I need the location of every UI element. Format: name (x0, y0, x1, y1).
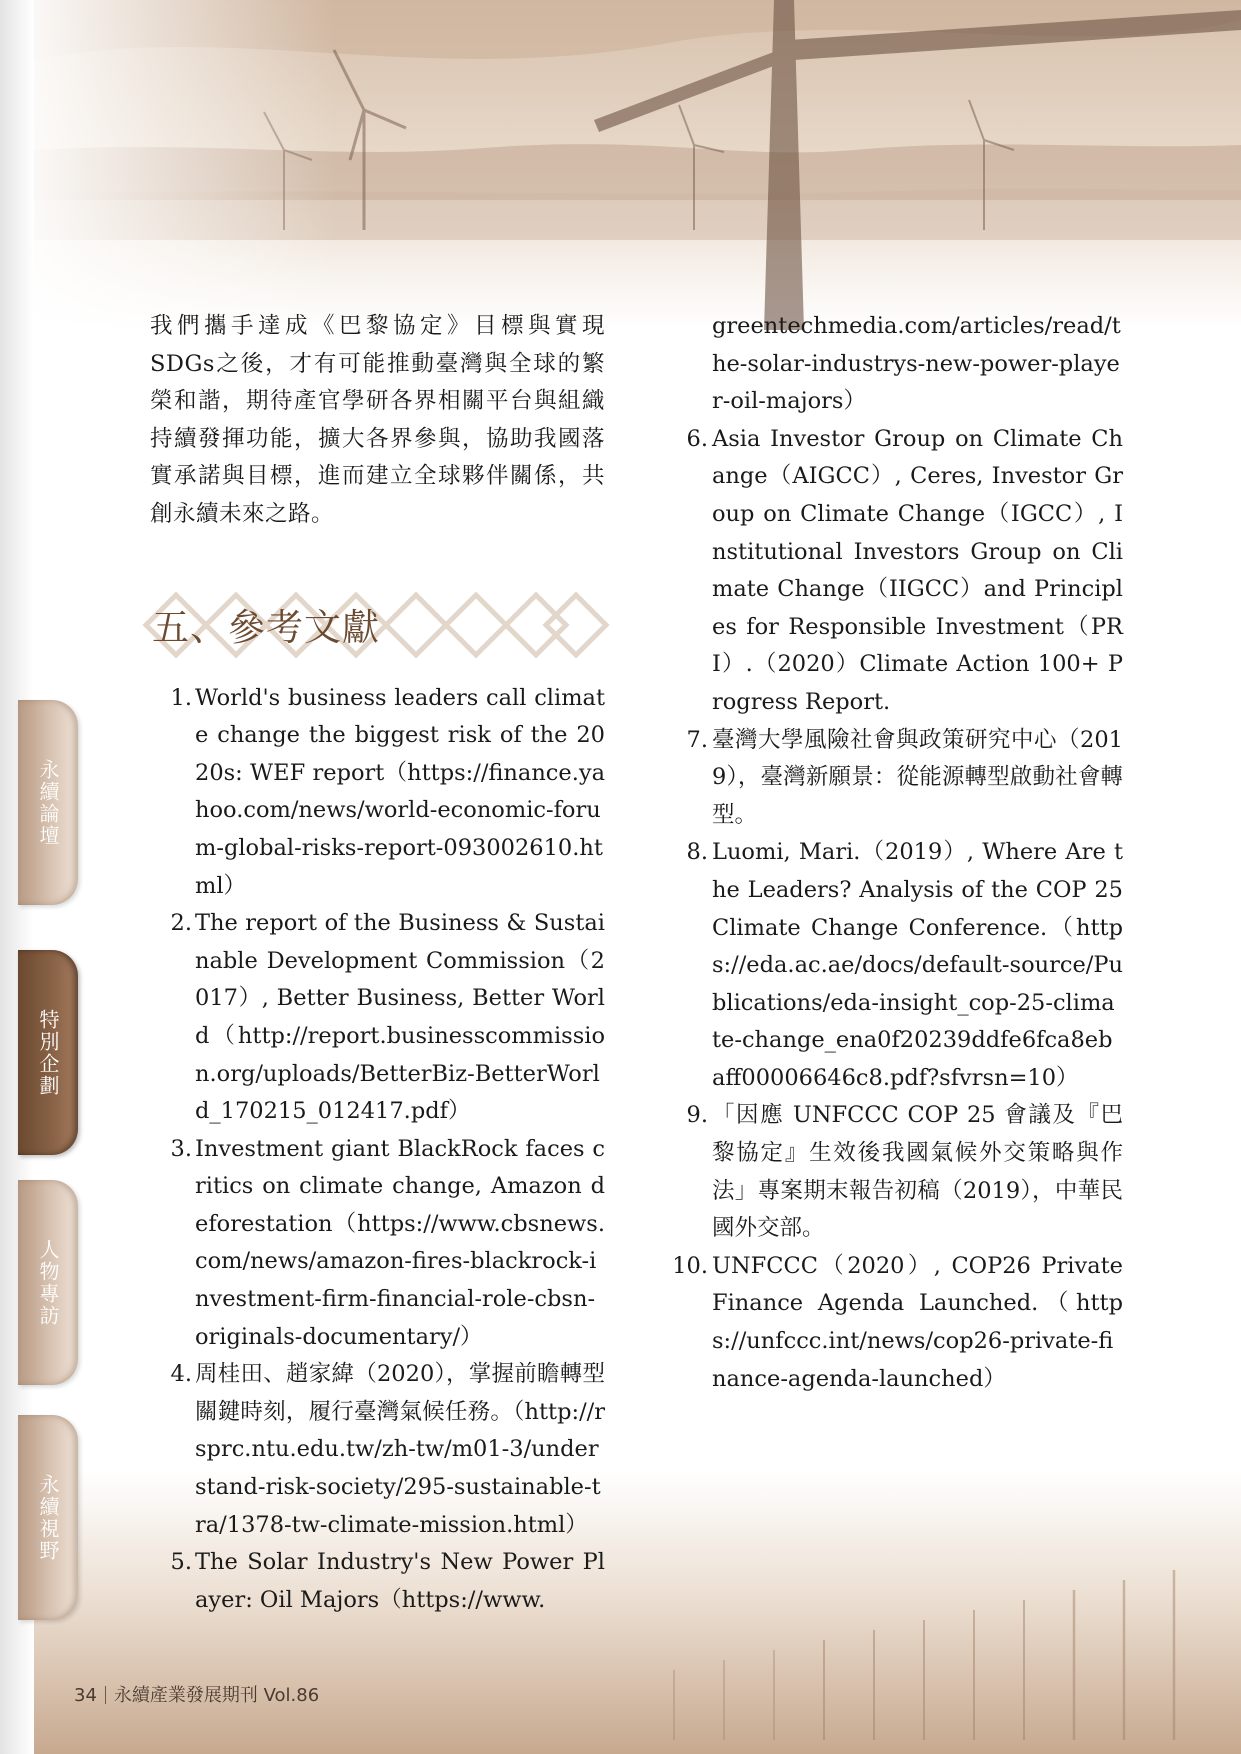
reference-number: 2. (170, 910, 192, 937)
tab-special-feature[interactable]: 特別企劃 (18, 950, 78, 1155)
reference-number: 9. (686, 1102, 708, 1129)
reference-text: Investment giant BlackRock faces critics on climate change, Amazon deforestation（https://www.cbsnews.com/news/amazon-fires-blackrock-investment-firm-financial-role-cbsn-originals-documentary/） (195, 1135, 605, 1350)
reference-number: 3. (170, 1135, 192, 1162)
intro-paragraph: 我們攜手達成《巴黎協定》目標與實現SDGs之後，才有可能推動臺灣與全球的繁榮和諧，期待產官學研各界相關平台與組織持續發揮功能，擴大各界參與，協助我國落實承諾與目標，進而建立全球夥伴關係，共創永續未來之路。 (150, 313, 605, 527)
page-number: 34 (74, 1685, 97, 1706)
tab-sustainability-forum[interactable]: 永續論壇 (18, 700, 78, 905)
reference-continuation (677, 308, 1123, 421)
section-title: 五、參考文獻 (152, 605, 380, 649)
reference-text: 臺灣大學風險社會與政策研究中心（2019），臺灣新願景：從能源轉型啟動社會轉型。 (712, 726, 1123, 828)
reference-list-right (672, 308, 1123, 1398)
journal-title: 永續產業發展期刊 Vol.86 (113, 1685, 320, 1706)
reference-item (150, 905, 605, 1131)
reference-item (677, 834, 1123, 1097)
reference-text: World's business leaders call climate change the biggest risk of the 2020s: WEF report（https://finance.yahoo.com/news/world-economic-forum-global-risks-report-093002610.html） (195, 684, 605, 899)
wind-turbine-banner (34, 0, 1241, 330)
tab-sustainability-vision[interactable]: 永續視野 (18, 1415, 78, 1620)
reference-text: 「因應 UNFCCC COP 25 會議及『巴黎協定』生效後我國氣候外交策略與作法」專案期末報告初稿（2019），中華民國外交部。 (712, 1102, 1123, 1242)
reference-text: Asia Investor Group on Climate Change（AIGCC）, Ceres, Investor Group on Climate Change（IGCC）, Institutional Investors Group on Climate Change（IIGCC）and Principles for Responsible Investment（PRI）.（2020）Climate Action 100+ Progress Report. (712, 425, 1123, 715)
reference-number: 8. (686, 839, 708, 866)
reference-item (677, 722, 1123, 835)
reference-text: UNFCCC（2020）, COP26 Private Finance Agenda Launched.（https://unfccc.int/news/cop26-private-finance-agenda-launched） (712, 1252, 1123, 1392)
reference-item (672, 1248, 1123, 1398)
reference-item (150, 1544, 605, 1619)
reference-text: Luomi, Mari.（2019）, Where Are the Leaders? Analysis of the COP 25 Climate Change Conference.（https://eda.ac.ae/docs/default-source/Publications/eda-insight_cop-25-climate-change_ena0f20239ddfe6fca8ebaff00006646c8.pdf?sfvrsn=10） (712, 839, 1123, 1091)
reference-text: The Solar Industry's New Power Player: Oil Majors（https://www. (195, 1549, 605, 1613)
reference-item (150, 1131, 605, 1357)
reference-number: 10. (672, 1252, 708, 1279)
reference-text: 周桂田、趙家緯（2020），掌握前瞻轉型關鍵時刻，履行臺灣氣候任務。（http://rsprc.ntu.edu.tw/zh-tw/m01-3/understand-risk-society/295-sustainable-tra/1378-tw-climate-mission.html） (195, 1361, 605, 1538)
reference-number: 7. (686, 726, 708, 753)
reference-item (150, 1356, 605, 1544)
reference-list-left (150, 680, 605, 1620)
reference-item (677, 421, 1123, 722)
reference-text: greentechmedia.com/articles/read/the-solar-industrys-new-power-player-oil-majors） (712, 313, 1121, 415)
left-column (150, 308, 605, 1619)
reference-number: 4. (170, 1361, 192, 1388)
reference-item (677, 1097, 1123, 1247)
tab-interviews[interactable]: 人物專訪 (18, 1180, 78, 1385)
footer-divider (105, 1686, 106, 1704)
reference-number: 6. (686, 425, 708, 452)
reference-text: The report of the Business & Sustainable Development Commission（2017）, Better Business, Better World（http://report.businesscommission.org/uploads/BetterBiz-BetterWorld_170215_012417.pdf） (195, 910, 605, 1125)
reference-number: 1. (170, 684, 192, 711)
section-heading (136, 580, 605, 680)
page-footer (74, 1684, 319, 1708)
right-column (672, 308, 1123, 1398)
reference-item (150, 680, 605, 906)
reference-number: 5. (170, 1549, 192, 1576)
